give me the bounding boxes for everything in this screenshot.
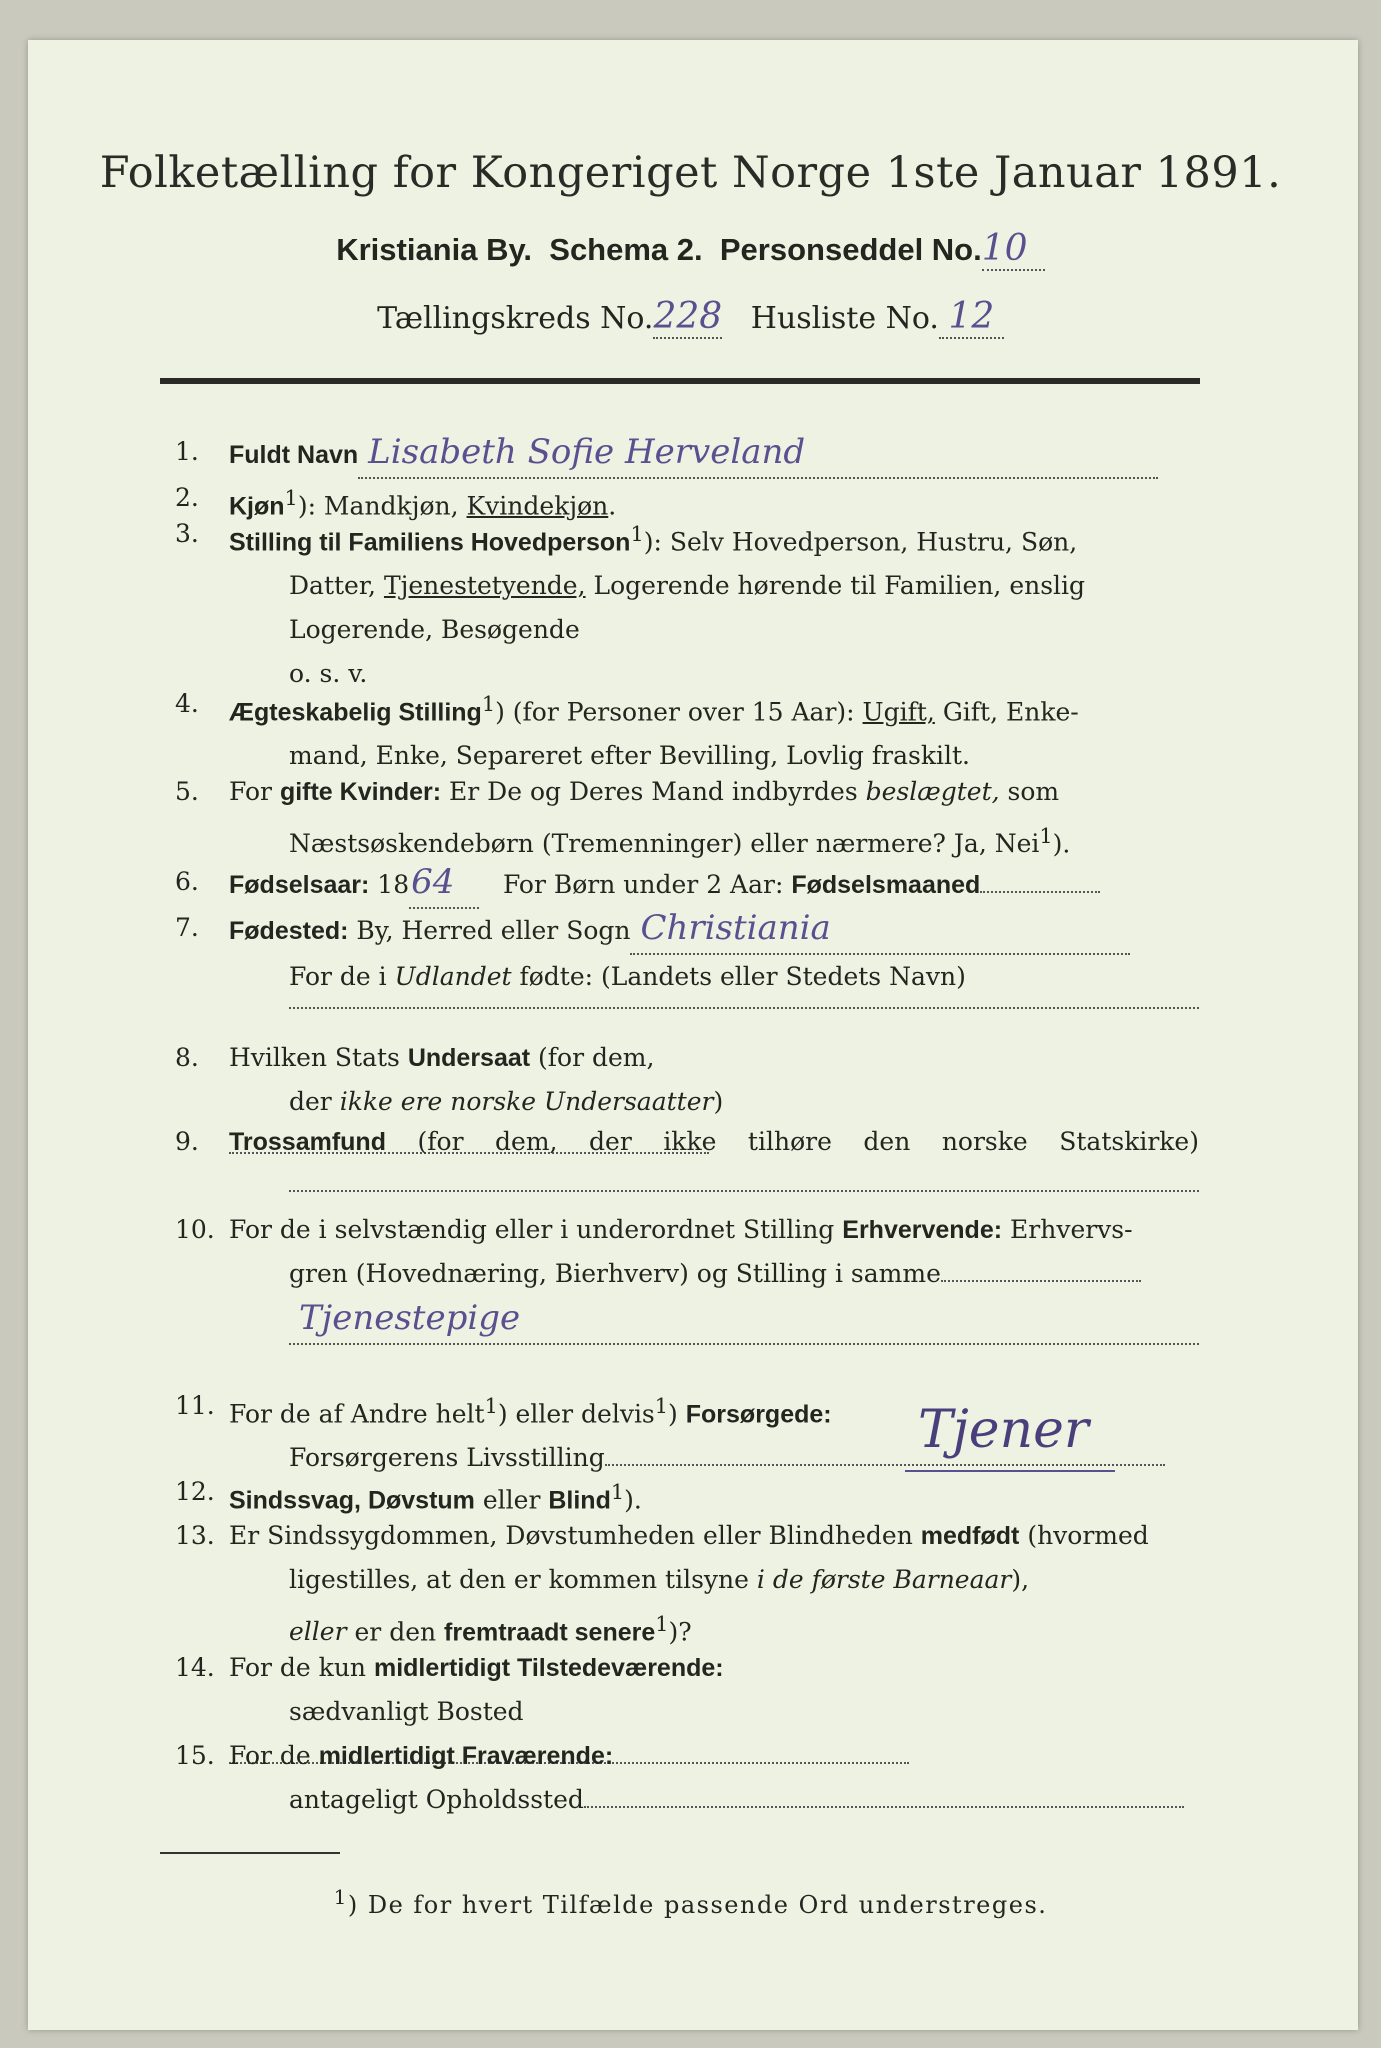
text: Forsørgerens Livsstilling (289, 1443, 605, 1473)
text: er den (354, 1617, 437, 1647)
kreds-line (0, 296, 1381, 339)
item-number: 2. (175, 483, 199, 512)
text: For de kun (229, 1653, 367, 1682)
punct: ) (713, 1087, 724, 1116)
city: Kristiania By. (336, 232, 533, 267)
label-sex: Kjøn (229, 492, 285, 521)
sex-options: ): Mandkjøn, (297, 491, 459, 521)
item-number: 14. (175, 1653, 215, 1682)
item-number: 4. (175, 689, 199, 718)
kreds-label: Tællingskreds No. (377, 301, 654, 336)
personseddel-label: Personseddel No. (719, 232, 982, 267)
punct: ). (1052, 829, 1071, 859)
text: By, Herred eller Sogn (356, 916, 631, 945)
footnote-ref: 1 (654, 1394, 669, 1418)
text: sædvanligt Bosted (289, 1697, 524, 1726)
text: eller (482, 1485, 541, 1515)
personseddel-no: 10 (981, 228, 1028, 269)
text: For (229, 777, 272, 806)
label-dependents: Forsørgede: (685, 1400, 832, 1429)
marital-selected[interactable]: Ugift, (862, 697, 935, 727)
marital-options: mand, Enke, Separeret efter Bevilling, Lovlig fraskilt. (289, 741, 970, 771)
item-number: 6. (175, 867, 199, 896)
text: Er De og Deres Mand indbyrdes (449, 777, 858, 806)
text: antageligt Opholdssted (289, 1785, 584, 1814)
punct: )? (668, 1617, 692, 1647)
schema: Schema 2. (549, 232, 703, 267)
text: Næstsøskendebørn (Tremenninger) eller nærmere? Ja, Nei (289, 829, 1040, 859)
footnote-ref: 1 (610, 1480, 625, 1504)
item-number: 12. (175, 1477, 215, 1506)
footnote-ref: 1 (284, 486, 298, 510)
punct: ), (1011, 1565, 1030, 1594)
blank-line[interactable] (289, 1007, 1199, 1009)
kreds-no: 228 (653, 296, 723, 337)
text: For de af Andre helt (229, 1399, 485, 1429)
item-number: 7. (175, 913, 199, 942)
item-number: 15. (175, 1741, 215, 1770)
text: der (289, 1087, 332, 1116)
text-italic: eller (289, 1617, 347, 1647)
label-marital-status: Ægteskabelig Stilling (229, 698, 482, 727)
text: (for dem, (538, 1043, 655, 1072)
label-congenital: medfødt (920, 1522, 1020, 1550)
text-italic: ikke ere norske Undersaatter (339, 1087, 714, 1116)
position-selected[interactable]: Tjenestetyende, (383, 571, 586, 601)
husliste-label: Husliste No. (750, 301, 939, 336)
text-italic: beslægtet, (865, 777, 1000, 806)
text: For Børn under 2 Aar: (502, 870, 784, 899)
occupation-value[interactable]: Tjenestepige (299, 1298, 521, 1338)
footnote-rule (160, 1852, 340, 1854)
item-number: 3. (175, 519, 199, 548)
footnote-mark: 1 (333, 1885, 348, 1909)
label-religion: Trossamfund (229, 1128, 386, 1156)
text: Erhvervs- (1010, 1215, 1133, 1244)
text: Er Sindssygdommen, Døvstumheden eller Blindheden (229, 1521, 913, 1550)
label-family-position: Stilling til Familiens Hovedperson (229, 528, 631, 557)
husliste-no: 12 (948, 296, 995, 337)
label-citizenship: Undersaat (407, 1044, 531, 1072)
text-italic: i de første Barneaar (756, 1565, 1012, 1594)
label-blind: Blind (548, 1486, 611, 1515)
item-number: 5. (175, 777, 199, 806)
item-number: 11. (175, 1391, 215, 1420)
marital-options: Gift, Enke- (942, 697, 1079, 727)
provider-occupation-value[interactable]: Tjener (918, 1400, 1089, 1460)
label-later-onset: fremtraadt senere (444, 1618, 656, 1647)
text: ) eller delvis (497, 1399, 655, 1429)
footnote-ref: 1 (630, 522, 644, 546)
item-number: 8. (175, 1043, 199, 1072)
label-birthplace: Fødested: (229, 917, 349, 945)
label-birth-month: Fødselsmaaned (791, 871, 981, 899)
punct: ). (624, 1485, 642, 1515)
text: (hvormed (1027, 1521, 1149, 1550)
form-title: Folketælling for Kongeriget Norge 1ste Januar 1891. (99, 148, 1282, 198)
label-occupation: Erhvervende: (842, 1216, 1003, 1244)
birthplace-value[interactable]: Christiania (640, 908, 831, 948)
position-options: Logerende hørende til Familien, enslig (593, 571, 1086, 601)
label-temporary-present: midlertidigt Tilstedeværende: (373, 1654, 724, 1682)
header-rule (160, 378, 1200, 384)
birth-year-prefix: 18 (377, 870, 410, 899)
text: gren (Hovednæring, Bierhverv) og Stilling i samme (289, 1259, 941, 1288)
full-name-value[interactable]: Lisabeth Sofie Herveland (368, 432, 806, 472)
item-number: 1. (175, 437, 199, 466)
position-options: Datter, (289, 571, 376, 601)
label-birth-year: Fødselsaar: (229, 871, 370, 899)
footnote-ref: 1 (481, 692, 496, 716)
label-temporary-absent: midlertidigt Fraværende: (318, 1742, 614, 1770)
item-number: 10. (175, 1215, 215, 1244)
footnote-ref: 1 (1039, 824, 1053, 848)
text-italic: Udlandet (394, 962, 512, 991)
text: For de i (289, 962, 387, 991)
footnote-ref: 1 (484, 1394, 498, 1418)
birth-year-value[interactable]: 64 (411, 862, 455, 902)
text: For de i selvstændig eller i underordnet Stilling (229, 1215, 835, 1244)
position-options: ): Selv Hovedperson, Hustru, Søn, (643, 527, 1078, 557)
schema-line (0, 228, 1381, 271)
position-options: o. s. v. (289, 659, 368, 689)
text: For de (229, 1741, 311, 1770)
item-number: 13. (175, 1521, 215, 1550)
sex-selected[interactable]: Kvindekjøn (466, 491, 609, 521)
text: ligestilles, at den er kommen tilsyne (289, 1565, 749, 1594)
item-number: 9. (175, 1127, 199, 1156)
footnote-text: ) De for hvert Tilfælde passende Ord understreges. (347, 1891, 1048, 1919)
text: fødte: (Landets eller Stedets Navn) (519, 962, 966, 991)
text: (for dem, der ikke tilhøre den norske Statskirke) (417, 1127, 1199, 1156)
footnote-ref: 1 (655, 1612, 669, 1636)
text: Hvilken Stats (229, 1043, 400, 1072)
label-full-name: Fuldt Navn (229, 441, 359, 469)
label-married-women: gifte Kvinder: (279, 778, 442, 806)
punct: . (608, 491, 617, 521)
position-options: Logerende, Besøgende (289, 615, 580, 645)
label-insane-deaf: Sindssvag, Døvstum (229, 1486, 475, 1515)
text: ) (668, 1399, 678, 1429)
footnote (0, 1885, 1381, 1919)
marital-text: ) (for Personer over 15 Aar): (495, 697, 855, 727)
blank-line[interactable] (289, 1190, 1199, 1192)
text: som (1007, 777, 1060, 806)
